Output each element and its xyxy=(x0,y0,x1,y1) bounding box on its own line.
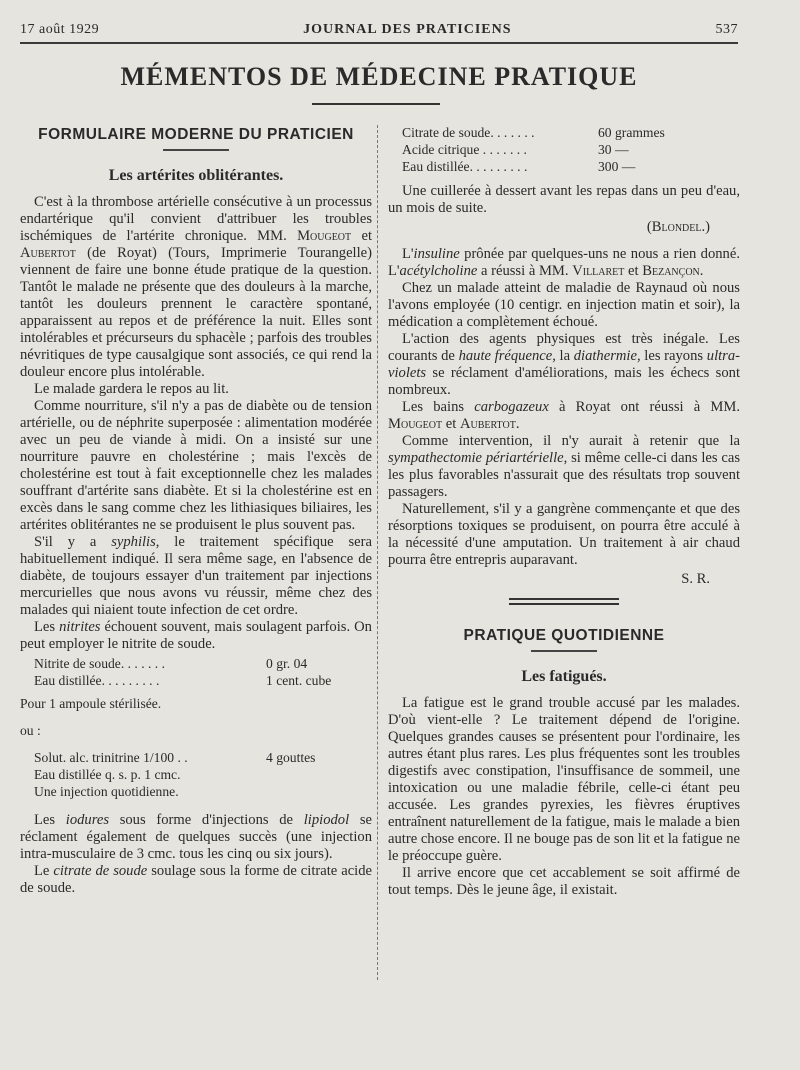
paragraph: L'action des agents physiques est très inégale. Les courants de haute fréquence, la diathermie, les rayons ultra-violets se réclament d'améliorations, mais les échecs sont nombreux. xyxy=(388,331,741,398)
left-column xyxy=(20,122,372,897)
paragraph: Chez un malade atteint de maladie de Raynaud où nous l'avons employée (10 centigr. en injection matin et soir), la médication a complètement échoué. xyxy=(388,280,740,330)
article-subheading: Les artérites oblitérantes. xyxy=(108,167,284,184)
paragraph: Les nitrites échouent souvent, mais soulagent parfois. On peut employer le nitrite de soude. xyxy=(20,619,372,652)
author-name: Bezançon xyxy=(642,263,700,279)
paragraph: Une cuillerée à dessert avant les repas dans un peu d'eau, un mois de suite. xyxy=(388,183,740,216)
prescription-row: Nitrite de soude. . . . . . . 0 gr. 04 xyxy=(34,656,308,671)
paragraph: C'est à la thrombose artérielle consécutive à un processus endartérique qu'il convient d'attribuer les troubles ischémiques de l'artérite chronique. MM. Mougeot et Aubertot (de Royat) (Tours, Imprimerie Tourangelle) viennent de faire une bonne étude pratique de la question. Tantôt le malade ne présente que des douleurs à la marche, tantôt les douleurs prennent le caractère spontané, apparaissent au repos et de préférence la nuit. Elles sont intolérables et précurseurs du sphacèle ; parfois des troubles névritiques de type causalgique sont associés, ce qui rend la douleur encore plus intolérable. xyxy=(20,194,372,380)
prescription-nitrite xyxy=(20,655,372,800)
prescription-row: Eau distillée q. s. p. 1 cmc. xyxy=(34,767,181,782)
paragraph: Comme nourriture, s'il n'y a pas de diabète ou de tension artérielle, ou de néphrite superposée : alimentation modérée avec un peu de viande à midi. On a insisté sur une nourriture pauvre en cholestérine ; mais l'excès de cholestérine est tout à fait exceptionnelle chez les malades souffrant d'artérite sans diabète. Et si la cholestérine est en excès dans le sang comme chez les lithiasiques biliaires, les artérites oblitérantes ne se produisent le plus souvent pas. xyxy=(20,398,372,533)
paragraph: Les bains carbogazeux à Royat ont réussi à MM. Mougeot et Aubertot. xyxy=(388,399,740,432)
running-header xyxy=(20,18,738,44)
paragraph: Les iodures sous forme d'injections de lipiodol se réclament également de quelques succès (une injection intra-musculaire de 3 cmc. tous les cinq ou six jours). xyxy=(20,812,372,862)
author-name: Mougeot xyxy=(388,416,443,432)
author-name: Aubertot xyxy=(20,245,76,261)
prescription-row: Citrate de soude. . . . . . . 60 grammes xyxy=(402,125,665,140)
paragraph: Comme intervention, il n'y aurait à retenir que la sympathectomie périartérielle, si même celle-ci dans les cas les plus favorables n'assurait que des résultats trop souvent passagers. xyxy=(388,433,740,500)
section-rule xyxy=(163,149,229,151)
signature-sr: S. R. xyxy=(681,571,710,587)
right-column xyxy=(388,122,740,899)
section-separator xyxy=(509,598,619,605)
section-heading-pratique: PRATIQUE QUOTIDIENNE xyxy=(463,627,665,644)
paragraph: L'insuline prônée par quelques-uns ne nous a rien donné. L'acétylcholine a réussi à MM. Villaret et Bezançon. xyxy=(388,246,740,279)
prescription-note: Pour 1 ampoule stérilisée. xyxy=(20,696,162,711)
title-rule xyxy=(312,103,440,105)
paragraph: Le citrate de soude soulage sous la forme de citrate acide de soude. xyxy=(20,863,372,896)
prescription-row: Solut. alc. trinitrine 1/100 . . 4 gouttes xyxy=(34,750,316,765)
column-divider xyxy=(377,125,378,980)
page-title: MÉMENTOS DE MÉDECINE PRATIQUE xyxy=(120,62,638,91)
section-heading-formulaire: FORMULAIRE MODERNE DU PRATICIEN xyxy=(38,126,354,143)
prescription-alternative: ou : xyxy=(20,723,41,738)
prescription-row: Eau distillée. . . . . . . . . 300 — xyxy=(402,159,636,174)
signature-blondel: (Blondel.) xyxy=(646,219,710,235)
paragraph: La fatigue est le grand trouble accusé par les malades. D'où vient-elle ? Le traitement dépend de l'origine. Quelques grandes causes se présentent pour l'ordinaire, les autres étant plus rares. Les plus fréquentes sont les troubles digestifs avec constipation, l'insuffisance de sommeil, une intoxication ou une maladie fébrile, celle-ci étant peu accusée. Les grandes pyrexies, les fièvres éruptives entraînent naturellement de la fatigue, mais le malade a bien autre chose encore. Il ne bouge pas de son lit et la fatigue ne le préoccupe guère. xyxy=(388,695,740,864)
author-name: Mougeot xyxy=(297,228,352,244)
prescription-citrate xyxy=(388,124,740,175)
paragraph: S'il y a syphilis, le traitement spécifique sera habituellement indiqué. Il sera même sage, en l'absence de diabète, de toujours essayer d'un traitement par injections mercurielles que nous avons vu réussir, même chez des malades qui niaient toute infection de cet ordre. xyxy=(20,534,372,618)
prescription-row: Acide citrique . . . . . . . 30 — xyxy=(402,142,629,157)
header-journal-title: JOURNAL DES PRATICIENS xyxy=(303,22,512,37)
prescription-note: Une injection quotidienne. xyxy=(34,784,179,799)
section-rule xyxy=(531,650,597,652)
author-name: Aubertot xyxy=(459,416,516,432)
author-name: Villaret xyxy=(572,263,625,279)
prescription-row: Eau distillée. . . . . . . . . 1 cent. cube xyxy=(34,673,332,688)
paragraph: Il arrive encore que cet accablement se soit affirmé de tout temps. Dès le jeune âge, il existait. xyxy=(388,865,740,898)
paragraph: Le malade gardera le repos au lit. xyxy=(34,381,229,397)
article-subheading: Les fatigués. xyxy=(521,668,607,685)
header-page-number: 537 xyxy=(715,22,738,37)
header-date: 17 août 1929 xyxy=(20,22,100,37)
paragraph: Naturellement, s'il y a gangrène commençante et que des résorptions toxiques se produisent, on pourra être acculé à la nécessité d'une amputation. Un traitement à air chaud pourra être entrepris auparavant. xyxy=(388,501,740,568)
